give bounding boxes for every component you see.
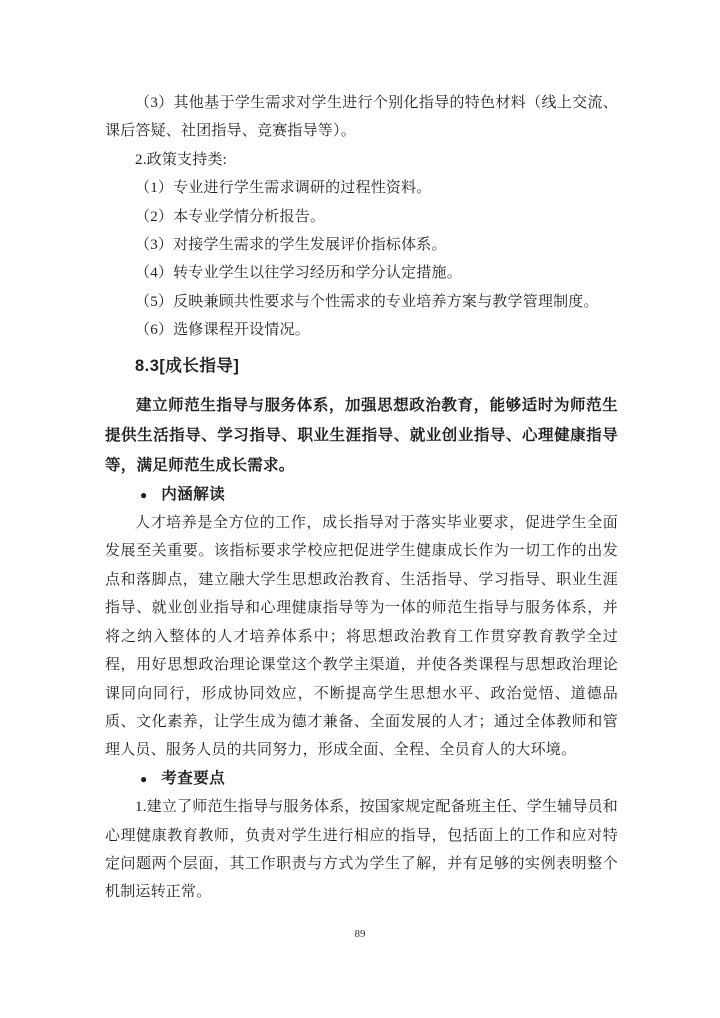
key-points-body-paragraph: 1.建立了师范生指导与服务体系，按国家规定配备班主任、学生辅导员和心理健康教育教师，负责对学生进行相应的指导，包括面上的工作和应对特定问题两个层面，其工作职责与方式为学生了解，并有足够的实例表明整个机制运转正常。 (105, 799, 618, 901)
list-item-materials-3: （3）其他基于学生需求对学生进行个别化指导的特色材料（线上交流、课后答疑、社团指导、竞赛指导等）。 (105, 95, 618, 140)
list-item-policy-1: （1）专业进行学生需求调研的过程性资料。 (135, 180, 432, 197)
list-item-policy-5: （5）反映兼顾共性要求与个性需求的专业培养方案与教学管理制度。 (135, 293, 599, 310)
bullet-icon: ● (140, 771, 148, 786)
list-item-policy-3: （3）对接学生需求的学生发展评价指标体系。 (135, 237, 447, 254)
connotation-body-paragraph: 人才培养是全方位的工作，成长指导对于落实毕业要求，促进学生全面发展至关重要。该指标要求学校应把促进学生健康成长作为一切工作的出发点和落脚点，建立融大学生思想政治教育、生活指导、学习指导、职业生涯指导、就业创业指导和心理健康指导等为一体的师范生指导与服务体系，并将之纳入整体的人才培养体系中；将思想政治教育工作贯穿教育教学全过程，用好思想政治理论课堂这个教学主渠道，并使各类课程与思想政治理论课同向同行，形成协同效应，不断提高学生思想水平、政治觉悟、道德品质、文化素养，让学生成为德才兼备、全面发展的人才；通过全体教师和管理人员、服务人员的共同努力，形成全面、全程、全员育人的大环境。 (105, 515, 618, 759)
bullet-heading-label: 考查要点 (161, 769, 226, 787)
list-item-policy-4: （4）转专业学生以往学习经历和学分认定措施。 (135, 265, 462, 282)
document-content (105, 89, 618, 907)
bullet-heading-connotation (105, 481, 618, 509)
list-heading-policy-support: 2.政策支持类: (135, 151, 228, 168)
list-item-policy-2: （2）本专业学情分析报告。 (135, 208, 326, 225)
bullet-heading-label: 内涵解读 (161, 485, 226, 503)
list-item-policy-6: （6）选修课程开设情况。 (135, 322, 310, 339)
bullet-heading-key-points (105, 765, 618, 793)
page-number: 89 (354, 928, 366, 940)
section-heading-growth-guidance: 8.3[成长指导] (135, 356, 240, 375)
section-intro-paragraph: 建立师范生指导与服务体系，加强思想政治教育，能够适时为师范生提供生活指导、学习指导、职业生涯指导、就业创业指导、心理健康指导等，满足师范生成长需求。 (105, 396, 618, 474)
bullet-icon: ● (140, 487, 148, 502)
